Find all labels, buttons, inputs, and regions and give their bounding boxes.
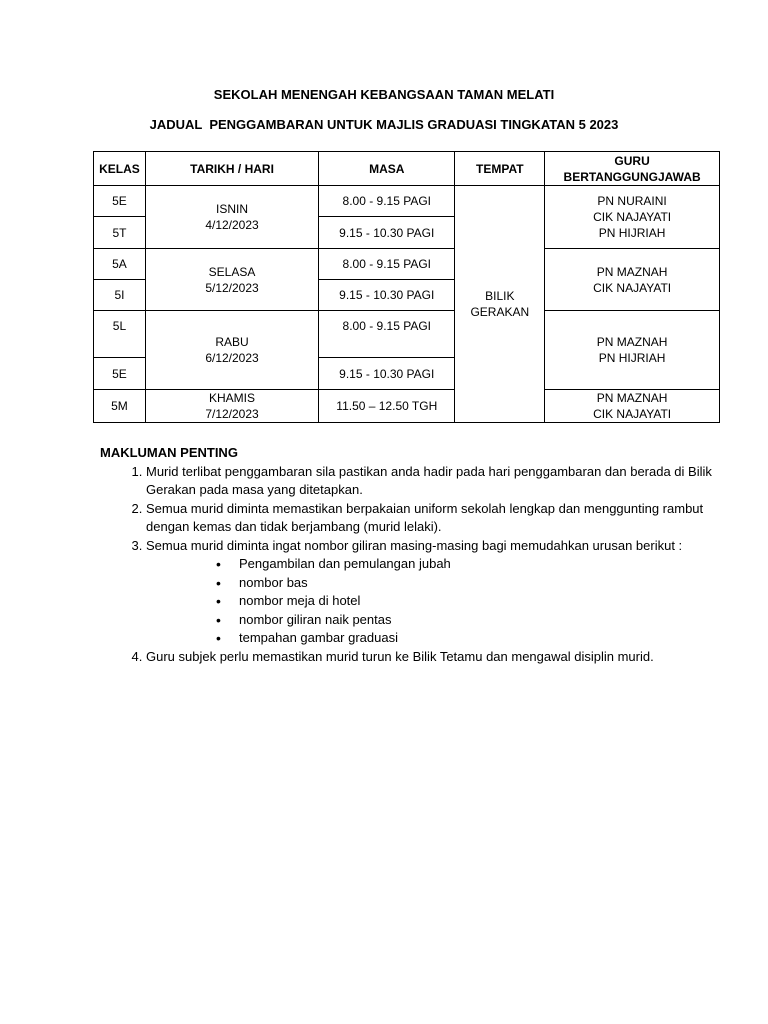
note-text: Semua murid diminta memastikan berpakaian uniform sekolah lengkap dan menggunting rambut dengan kemas dan tidak berjambang (murid lelaki). <box>146 500 704 534</box>
header-tempat: TEMPAT <box>455 152 545 186</box>
tarikh-text: 5/12/2023 <box>205 280 259 295</box>
guru-name: CIK NAJAYATI <box>593 407 672 421</box>
day-cell <box>145 311 318 390</box>
sublist-item <box>216 611 730 630</box>
header-tarikh-hari: TARIKH / HARI <box>145 152 318 186</box>
guru-name: PN MAZNAH <box>596 391 668 405</box>
kelas-cell: 5T <box>94 217 146 249</box>
bullet-icon: • <box>216 593 221 609</box>
note-item <box>146 500 730 537</box>
guru-name: PN HIJRIAH <box>598 226 666 240</box>
kelas-cell: 5I <box>94 280 146 311</box>
sublist-text: nombor meja di hotel <box>239 593 361 608</box>
header-kelas: KELAS <box>94 152 146 186</box>
masa-cell: 9.15 - 10.30 PAGI <box>319 280 455 311</box>
bullet-icon: • <box>216 630 221 646</box>
kelas-cell: 5M <box>94 390 146 423</box>
note-sublist <box>146 555 730 648</box>
sublist-item <box>216 629 730 648</box>
kelas-cell: 5L <box>94 311 146 358</box>
note-text: Semua murid diminta ingat nombor giliran masing-masing bagi memudahkan urusan berikut : <box>146 537 683 553</box>
day-cell <box>145 390 318 423</box>
note-item <box>146 537 730 648</box>
bullet-icon: • <box>216 611 221 628</box>
note-item <box>146 463 730 500</box>
table-header-row <box>94 152 720 186</box>
note-item <box>146 648 730 667</box>
tempat-line: BILIK <box>485 289 515 303</box>
day-cell <box>145 249 318 311</box>
notes-heading: MAKLUMAN PENTING <box>100 445 238 460</box>
masa-cell: 8.00 - 9.15 PAGI <box>319 249 455 280</box>
notes-list <box>100 463 730 667</box>
kelas-cell: 5E <box>94 358 146 390</box>
tempat-cell <box>455 186 545 423</box>
masa-cell: 11.50 – 12.50 TGH <box>319 390 455 423</box>
masa-cell: 8.00 - 9.15 PAGI <box>319 311 455 358</box>
sublist-text: tempahan gambar graduasi <box>239 630 398 645</box>
guru-name: PN HIJRIAH <box>598 351 666 365</box>
header-guru: GURU BERTANGGUNGJAWAB <box>545 152 720 186</box>
table-row <box>94 249 720 280</box>
bullet-icon: • <box>216 574 221 591</box>
guru-cell <box>545 186 720 249</box>
note-text: Guru subjek perlu memastikan murid turun ke Bilik Tetamu dan mengawal disiplin murid. <box>146 648 654 664</box>
tarikh-text: 6/12/2023 <box>205 351 259 365</box>
guru-name: PN NURAINI <box>597 194 667 208</box>
hari-text: SELASA <box>208 264 256 279</box>
hari-text: RABU <box>215 335 249 349</box>
table-row <box>94 390 720 423</box>
kelas-cell: 5E <box>94 186 146 217</box>
guru-name: CIK NAJAYATI <box>593 210 672 224</box>
tarikh-text: 4/12/2023 <box>205 218 259 232</box>
document-title: JADUAL PENGGAMBARAN UNTUK MAJLIS GRADUASI TINGKATAN 5 2023 <box>149 117 619 132</box>
guru-name: CIK NAJAYATI <box>593 280 672 295</box>
bullet-icon: • <box>216 556 221 572</box>
notes-section <box>100 444 730 666</box>
guru-cell <box>545 390 720 423</box>
masa-cell: 8.00 - 9.15 PAGI <box>319 186 455 217</box>
table-row <box>94 311 720 358</box>
sublist-item <box>216 574 730 593</box>
guru-cell <box>545 249 720 311</box>
note-text: Murid terlibat penggambaran sila pastikan anda hadir pada hari penggambaran dan berada di Bilik Gerakan pada masa yang ditetapkan. <box>146 463 712 497</box>
masa-cell: 9.15 - 10.30 PAGI <box>319 217 455 249</box>
day-cell <box>145 186 318 249</box>
hari-text: ISNIN <box>216 202 249 216</box>
guru-name: PN MAZNAH <box>596 264 668 279</box>
masa-cell: 9.15 - 10.30 PAGI <box>319 358 455 390</box>
guru-cell <box>545 311 720 390</box>
sublist-text: nombor bas <box>239 574 308 590</box>
guru-name: PN MAZNAH <box>596 335 668 349</box>
header-masa: MASA <box>319 152 455 186</box>
sublist-text: Pengambilan dan pemulangan jubah <box>239 556 451 571</box>
sublist-item <box>216 555 730 574</box>
tarikh-text: 7/12/2023 <box>205 407 259 421</box>
schedule-table <box>93 151 720 423</box>
tempat-line: GERAKAN <box>470 305 530 319</box>
kelas-cell: 5A <box>94 249 146 280</box>
hari-text: KHAMIS <box>209 391 256 405</box>
sublist-text: nombor giliran naik pentas <box>239 611 392 627</box>
school-name: SEKOLAH MENENGAH KEBANGSAAN TAMAN MELATI <box>213 87 555 102</box>
table-row <box>94 186 720 217</box>
sublist-item <box>216 592 730 611</box>
